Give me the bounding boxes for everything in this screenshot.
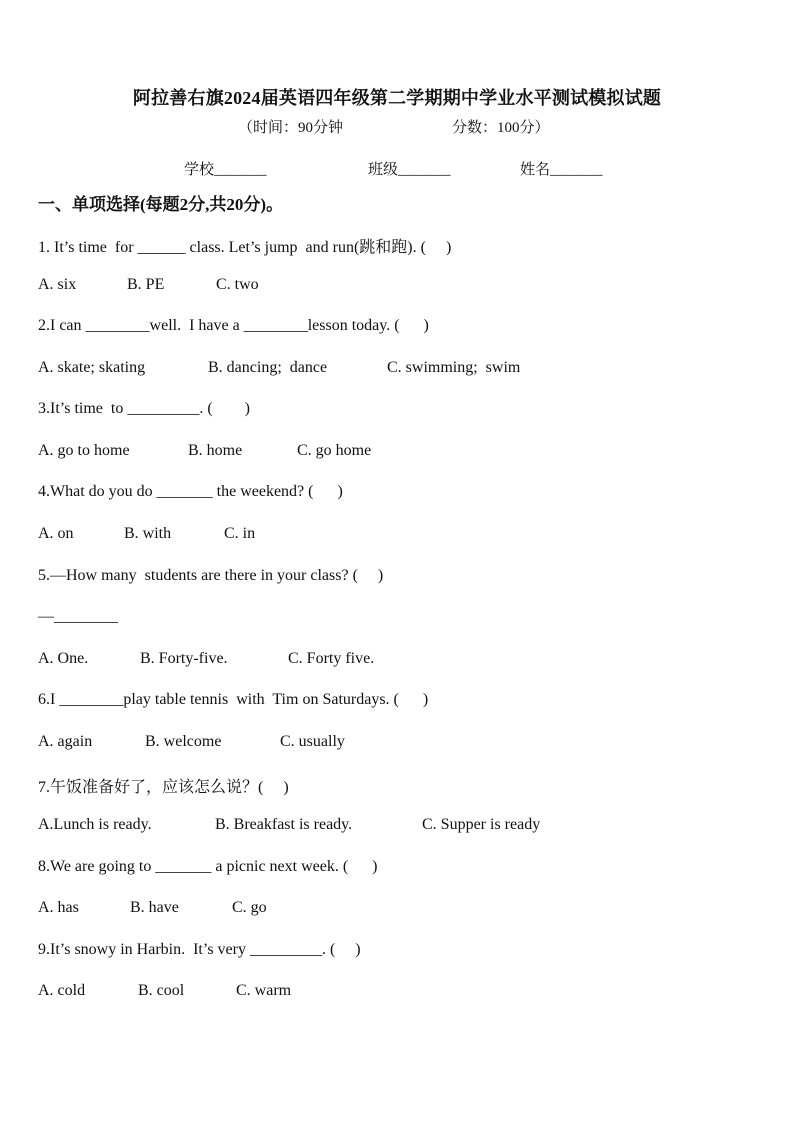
question-2: 2.I can ________well. I have a ________lesson today. ( ) (38, 317, 429, 334)
q7-option-c: C. Supper is ready (422, 816, 541, 833)
q2-option-c: C. swimming; swim (387, 359, 521, 376)
q2-option-b: B. dancing; dance (208, 359, 328, 376)
question-7: 7.午饭准备好了，应该怎么说？( ) (38, 779, 289, 796)
q1-option-b: B. PE (127, 276, 165, 293)
q3-option-a: A. go to home (38, 442, 130, 459)
q9-option-a: A. cold (38, 982, 86, 999)
q1-option-c: C. two (216, 276, 259, 293)
q6-option-b: B. welcome (145, 733, 222, 750)
exam-time: （时间：90分钟 (238, 120, 344, 136)
q5-option-c: C. Forty five. (288, 650, 375, 667)
question-9: 9.It’s snowy in Harbin. It’s very _________. ( ) (38, 941, 361, 958)
q6-option-c: C. usually (280, 733, 345, 750)
q7-option-a: A.Lunch is ready. (38, 816, 152, 833)
class-field: 班级_______ (368, 162, 451, 178)
question-3: 3.It’s time to _________. ( ) (38, 400, 250, 417)
q5-option-a: A. One. (38, 650, 89, 667)
q8-option-c: C. go (232, 899, 267, 916)
question-8: 8.We are going to _______ a picnic next week. ( ) (38, 858, 378, 875)
q7-option-b: B. Breakfast is ready. (215, 816, 353, 833)
q4-option-b: B. with (124, 525, 172, 542)
q4-option-a: A. on (38, 525, 74, 542)
q9-option-b: B. cool (138, 982, 185, 999)
q3-option-c: C. go home (297, 442, 372, 459)
q8-option-b: B. have (130, 899, 179, 916)
q6-option-a: A. again (38, 733, 93, 750)
question-6: 6.I ________play table tennis with Tim on Saturdays. ( ) (38, 691, 429, 708)
q9-option-c: C. warm (236, 982, 292, 999)
question-5: 5.—How many students are there in your class? ( ) (38, 567, 384, 584)
question-1: 1. It’s time for ______ class. Let’s jump and run(跳和跑). ( ) (38, 239, 452, 256)
q5-answer-blank: —________ (38, 608, 118, 625)
q5-option-b: B. Forty-five. (140, 650, 228, 667)
q4-option-c: C. in (224, 525, 256, 542)
exam-score: 分数：100分） (452, 120, 550, 136)
section-heading: 一、单项选择(每题2分,共20分)。 (38, 195, 284, 214)
q2-option-a: A. skate; skating (38, 359, 146, 376)
q1-option-a: A. six (38, 276, 77, 293)
exam-title: 阿拉善右旗2024届英语四年级第二学期期中学业水平测试模拟试题 (132, 88, 662, 108)
q3-option-b: B. home (188, 442, 243, 459)
question-4: 4.What do you do _______ the weekend? ( ) (38, 483, 343, 500)
name-field: 姓名_______ (520, 162, 603, 178)
school-field: 学校_______ (184, 162, 267, 178)
q8-option-a: A. has (38, 899, 79, 916)
